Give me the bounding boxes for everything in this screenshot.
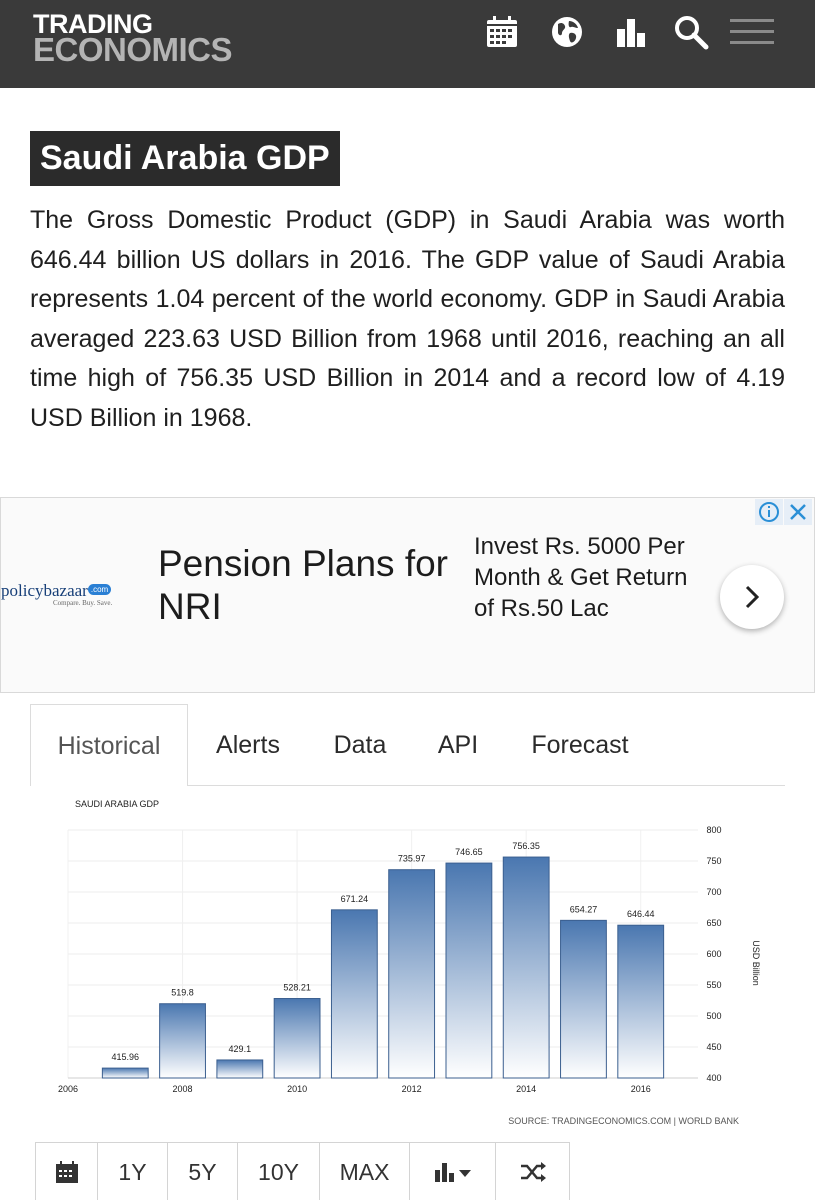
bar-2009[interactable] (217, 1060, 263, 1078)
chevron-right-icon[interactable] (720, 565, 784, 629)
calendar-icon[interactable] (484, 14, 520, 50)
bar-2015[interactable] (561, 920, 607, 1078)
range-1y-button[interactable]: 1Y (98, 1143, 168, 1200)
data-label-2015: 654.27 (569, 904, 598, 915)
range-5y-button[interactable]: 5Y (168, 1143, 238, 1200)
x-tick-label: 2016 (630, 1084, 651, 1094)
bar-2010[interactable] (274, 999, 320, 1078)
bar-2013[interactable] (446, 863, 492, 1078)
bar-2007[interactable] (102, 1068, 148, 1078)
x-tick-label: 2008 (172, 1084, 193, 1094)
y-tick-label: 450 (706, 1042, 722, 1052)
tab-historical[interactable]: Historical (30, 704, 188, 787)
data-label-2008: 519.8 (171, 987, 194, 998)
data-label-2010: 528.21 (283, 982, 311, 993)
tab-api[interactable]: API (437, 731, 479, 759)
shuffle-icon[interactable] (496, 1143, 569, 1200)
y-tick-label: 400 (706, 1073, 722, 1083)
page-title: Saudi Arabia GDP (30, 131, 340, 186)
menu-icon[interactable] (730, 14, 774, 50)
tab-data[interactable]: Data (333, 731, 387, 759)
tab-alerts[interactable]: Alerts (216, 731, 280, 759)
bar-2014[interactable] (503, 857, 549, 1078)
trading-economics-logo[interactable] (33, 9, 233, 68)
ad-headline[interactable]: Pension Plans for NRI (158, 543, 449, 627)
logo-line-2: ECONOMICS (33, 31, 233, 68)
x-tick-label: 2014 (516, 1084, 537, 1094)
top-navigation-bar (0, 0, 815, 88)
info-icon[interactable] (755, 499, 783, 525)
chart-type-button[interactable] (410, 1143, 496, 1200)
range-10y-button[interactable]: 10Y (238, 1143, 320, 1200)
ad-brand-name: policybazaar (1, 581, 88, 600)
bar-2011[interactable] (331, 910, 377, 1078)
y-tick-label: 500 (706, 1011, 722, 1021)
x-tick-label: 2010 (287, 1084, 308, 1094)
bar-2012[interactable] (389, 870, 435, 1078)
search-icon[interactable] (673, 14, 709, 50)
calendar-icon[interactable] (36, 1143, 98, 1200)
x-tick-label: 2012 (401, 1084, 422, 1094)
ad-brand-tagline: Compare. Buy. Save. (53, 599, 113, 607)
data-label-2013: 746.65 (455, 847, 483, 858)
chart-toolbar (35, 1142, 570, 1200)
gdp-description: The Gross Domestic Product (GDP) in Saudi Arabia was worth 646.44 billion US dollars in 2016. The GDP value of Saudi Arabia represents 1.04 percent of the world economy. GDP in Saudi Arabia averaged 223.63 USD Billion from 1968 until 2016, reaching an all time high of 756.35 USD Billion in 2014 and a record low of 4.19 USD Billion in 1968. (30, 206, 785, 432)
y-axis-label: USD Billion (751, 940, 761, 986)
gdp-bar-chart (30, 786, 785, 1136)
data-label-2012: 735.97 (397, 853, 426, 864)
bar-chart-icon (433, 1160, 473, 1184)
data-label-2007: 415.96 (111, 1052, 140, 1063)
advertisement-banner[interactable] (0, 497, 815, 693)
gdp-chart (30, 786, 785, 1136)
y-tick-label: 750 (706, 856, 722, 866)
ad-body-text: Invest Rs. 5000 Per Month & Get Return of Rs.50 Lac (474, 533, 688, 622)
range-max-button[interactable]: MAX (320, 1143, 410, 1200)
y-tick-label: 800 (706, 825, 722, 835)
y-tick-label: 600 (706, 949, 722, 959)
x-tick-label: 2006 (57, 1084, 79, 1094)
bar-2016[interactable] (618, 925, 664, 1078)
data-label-2014: 756.35 (512, 841, 540, 852)
chart-source: SOURCE: TRADINGECONOMICS.COM | WORLD BANK (508, 1116, 739, 1126)
globe-icon[interactable] (549, 14, 585, 50)
bar-chart-icon[interactable] (613, 14, 649, 50)
logo-line-1: TRADING (33, 9, 153, 39)
bar-2008[interactable] (160, 1004, 206, 1078)
data-label-2009: 429.1 (228, 1043, 252, 1054)
ad-brand-logo (1, 581, 131, 607)
close-icon[interactable] (784, 499, 812, 525)
data-label-2016: 646.44 (626, 909, 655, 920)
y-tick-label: 650 (706, 918, 722, 928)
chart-title: SAUDI ARABIA GDP (75, 799, 160, 809)
chart-tabs (30, 704, 785, 786)
tab-forecast[interactable]: Forecast (531, 731, 629, 759)
y-tick-label: 550 (706, 980, 722, 990)
y-tick-label: 700 (706, 887, 722, 897)
data-label-2011: 671.24 (340, 893, 369, 904)
ad-brand-badge: .com (88, 584, 111, 595)
